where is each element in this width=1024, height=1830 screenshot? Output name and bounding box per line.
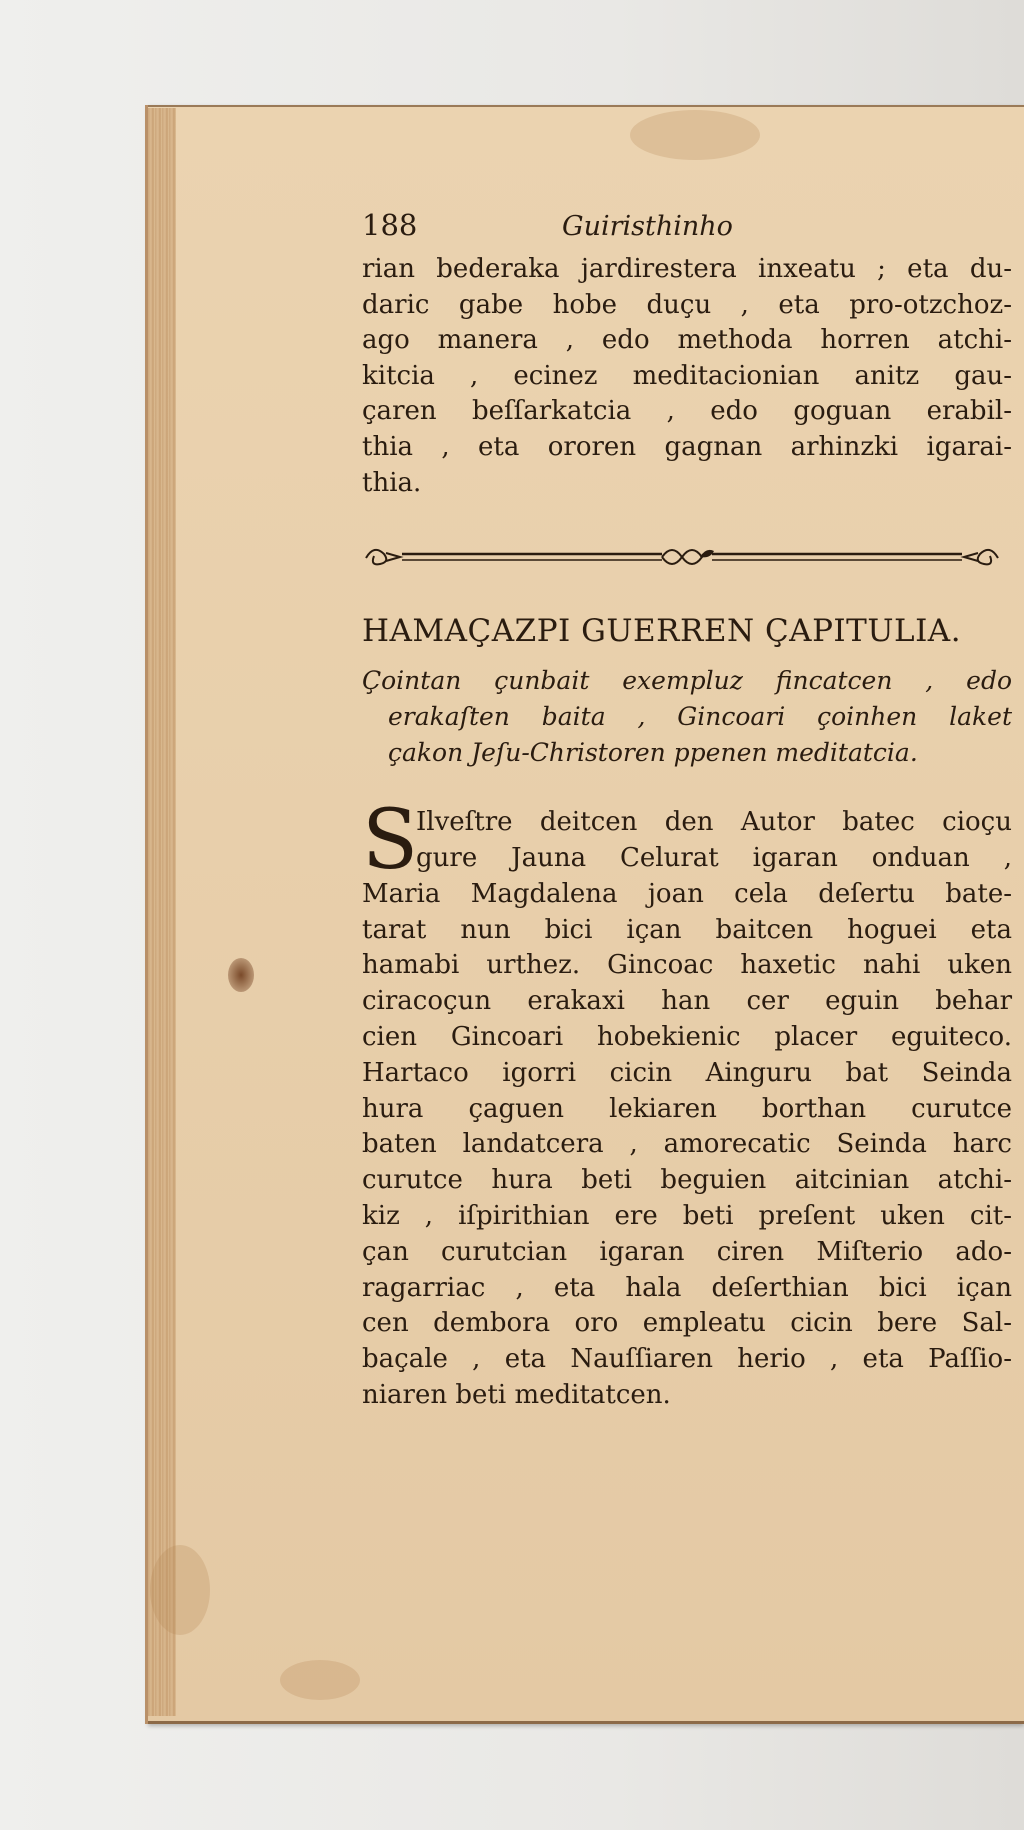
summary-line: erakaſten baita , Gincoari çoinhen laket [388, 702, 1012, 732]
summary-line: çakon Jeſu-Christoren ppenen meditatcia. [388, 738, 918, 768]
text-line: niaren beti meditatcen. [362, 1379, 671, 1410]
text-line: ciracoçun erakaxi han cer eguin behar [362, 986, 1012, 1017]
text-line: baçale , eta Nauſſiaren herio , eta Paſſio- [362, 1344, 1012, 1375]
decorative-rule-ornament-icon [362, 541, 1002, 575]
page-number: 188 [362, 208, 418, 242]
chapter-title: HAMAÇAZPI GUERREN ÇAPITULIA. [362, 613, 962, 650]
intro-paragraph [362, 252, 1012, 501]
text-line: kiz , iſpirithian ere beti preſent uken cit- [362, 1200, 1012, 1231]
text-line: gure Jauna Celurat igaran onduan , [416, 842, 1012, 873]
paper-stain [630, 110, 760, 160]
text-line: daric gabe hobe duçu , eta pro-otzchoz- [362, 289, 1012, 320]
text-line: cen dembora oro empleatu cicin bere Sal- [362, 1308, 1012, 1339]
text-line: thia , eta ororen gagnan arhinzki igarai- [362, 431, 1012, 462]
chapter-summary [362, 663, 1012, 771]
text-line: Ilveſtre deitcen den Autor batec cioçu [416, 807, 1012, 838]
text-line: hura çaguen lekiaren borthan curutce [362, 1093, 1012, 1124]
text-line: çan curutcian igaran ciren Miſterio ado- [362, 1236, 1012, 1267]
text-line: Maria Magdalena joan cela deſertu bate- [362, 878, 1012, 909]
summary-line: Çointan çunbait exempluz fincatcen , edo [362, 666, 1012, 696]
text-line: ragarriac , eta hala deſerthian bici içan [362, 1272, 1012, 1303]
page-edge [148, 108, 176, 1716]
drop-cap: S [362, 793, 419, 889]
text-line: thia. [362, 467, 422, 498]
text-line: curutce hura beti beguien aitcinian atchi- [362, 1165, 1012, 1196]
text-line: baten landatcera , amorecatic Seinda harc [362, 1129, 1012, 1160]
text-line: hamabi urthez. Gincoac haxetic nahi uken [362, 950, 1012, 981]
text-line: Hartaco igorri cicin Ainguru bat Seinda [362, 1057, 1012, 1088]
page-header [362, 208, 1012, 252]
paper-stain [280, 1660, 360, 1700]
text-line: kitcia , ecinez meditacionian anitz gau- [362, 360, 1012, 391]
body-paragraph [362, 793, 1012, 1414]
text-line: tarat nun bici içan baitcen hoguei eta [362, 914, 1012, 945]
text-line: rian bederaka jardirestera inxeatu ; eta du- [362, 254, 1012, 284]
text-line: ago manera , edo methoda horren atchi- [362, 325, 1012, 356]
text-line: çaren beſſarkatcia , edo goguan erabil- [362, 396, 1012, 427]
running-head: Guiristhinho [562, 211, 733, 242]
paper-stain [150, 1545, 210, 1635]
ink-blot [228, 958, 254, 992]
text-line: cien Gincoari hobekienic placer eguiteco. [362, 1021, 1012, 1052]
page-text [362, 208, 1012, 1414]
